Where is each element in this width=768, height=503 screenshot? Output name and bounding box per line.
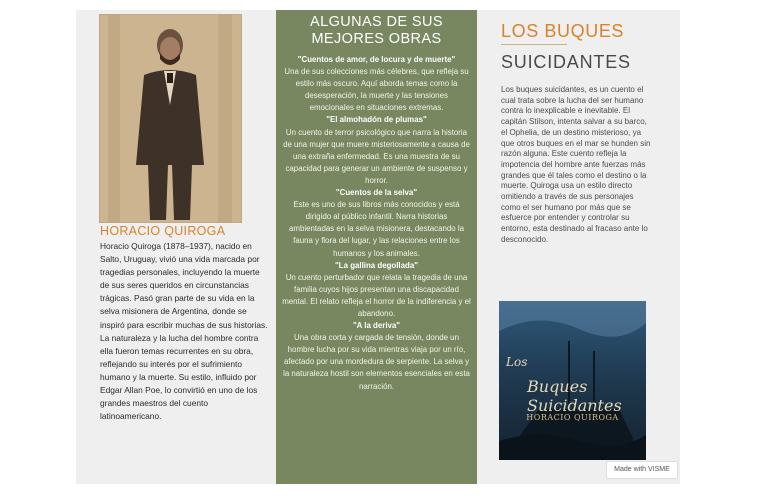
made-with-visme-badge[interactable]: Made with VISME <box>606 461 678 479</box>
work-description: Un cuento perturbador que relata la tragedia de una familia cuyos hijos presentan una discapacidad mental. El relato refleja el horror de la indiferencia y el abandono. <box>282 272 471 318</box>
title-divider <box>501 44 567 45</box>
book-cover <box>499 301 646 460</box>
work-title: "Cuentos de amor, de locura y de muerte" <box>297 55 456 64</box>
work-title: "El almohadón de plumas" <box>326 115 427 125</box>
work-description: Este es uno de sus libros más conocidos y está dirigido al público infantil. Narra historias ambientadas en la selva misionera, destacando la fauna y flora del lugar, y las relaciones entre los humanos y los animales. <box>288 200 465 258</box>
works-heading: ALGUNAS DE SUS MEJORES OBRAS <box>310 14 443 47</box>
cover-author: HORACIO QUIROGA <box>526 413 619 422</box>
author-portrait-illustration <box>100 15 241 222</box>
story-title-line2: SUICIDANTES <box>501 52 631 72</box>
work-description: Una obra corta y cargada de tensión, donde un hombre lucha por su vida mientras viaja por un río, afectado por una mordedura de serpiente. La selva y la naturaleza hostil son elementos esenciales en esta narración. <box>283 333 470 391</box>
brochure-sheet <box>76 10 680 484</box>
work-description: Una de sus colecciones más célebres, que refleja su estilo más oscuro. Aquí aborda temas como la desesperación, la muerte y las tensiones emocionales en situaciones extremas. <box>284 67 469 113</box>
work-title: "A la deriva" <box>352 321 401 331</box>
cover-title-line2: Buques Suicidantes <box>527 377 622 415</box>
work-title: "Cuentos de la selva" <box>335 188 418 198</box>
author-portrait <box>99 14 242 223</box>
author-name: HORACIO QUIROGA <box>100 224 226 238</box>
work-description: Un cuento de terror psicológico que narra la historia de una mujer que muere misteriosamente a causa de una extraña enfermedad. Es una muestra de su capacidad para generar un ambiente de suspenso y horror. <box>283 127 470 185</box>
work-title: "La gallina degollada" <box>335 260 418 270</box>
works-column <box>276 10 477 484</box>
works-list <box>282 54 471 393</box>
author-biography: Horacio Quiroga (1878–1937), nacido en Salto, Uruguay, vivió una vida marcada por tragedias personales, incluyendo la muerte de sus seres queridos en circunstancias trágicas. Pasó gran parte de su vida en la selva misionera de Argentina, donde se inspiró para escribir muchas de sus historias. La naturaleza y la lucha del hombre contra ella fueron temas recurrentes en su obra, reflejando su interés por el sufrimiento humano y la muerte. Su estilo, influido por Edgar Allan Poe, lo convirtió en uno de los grandes maestros del cuento latinoamericano. <box>100 241 268 422</box>
story-title-line1: LOS BUQUES <box>501 21 625 41</box>
cover-title-line1: Los <box>506 355 528 369</box>
author-column <box>76 10 276 484</box>
story-summary: Los buques suicidantes, es un cuento el cual trata sobre la lucha del ser humano contra lo inexplicable e inevitable. El capitán Stilson, intenta salvar a su barco, el Ophelia, de un destino misterioso, ya que otros buques en el mar se hunden sin razón alguna. Este cuento refleja la impotencia del hombre ante fuerzas más grandes que él tales como el destino o la muerte. Quiroga usa un estilo directo omitiendo a través de sus personajes como el ser humano por más que se esfuerce por entender y controlar su entorno, esta destinado al fracaso ante lo desconocido. <box>501 85 651 244</box>
featured-story-column <box>477 10 680 484</box>
